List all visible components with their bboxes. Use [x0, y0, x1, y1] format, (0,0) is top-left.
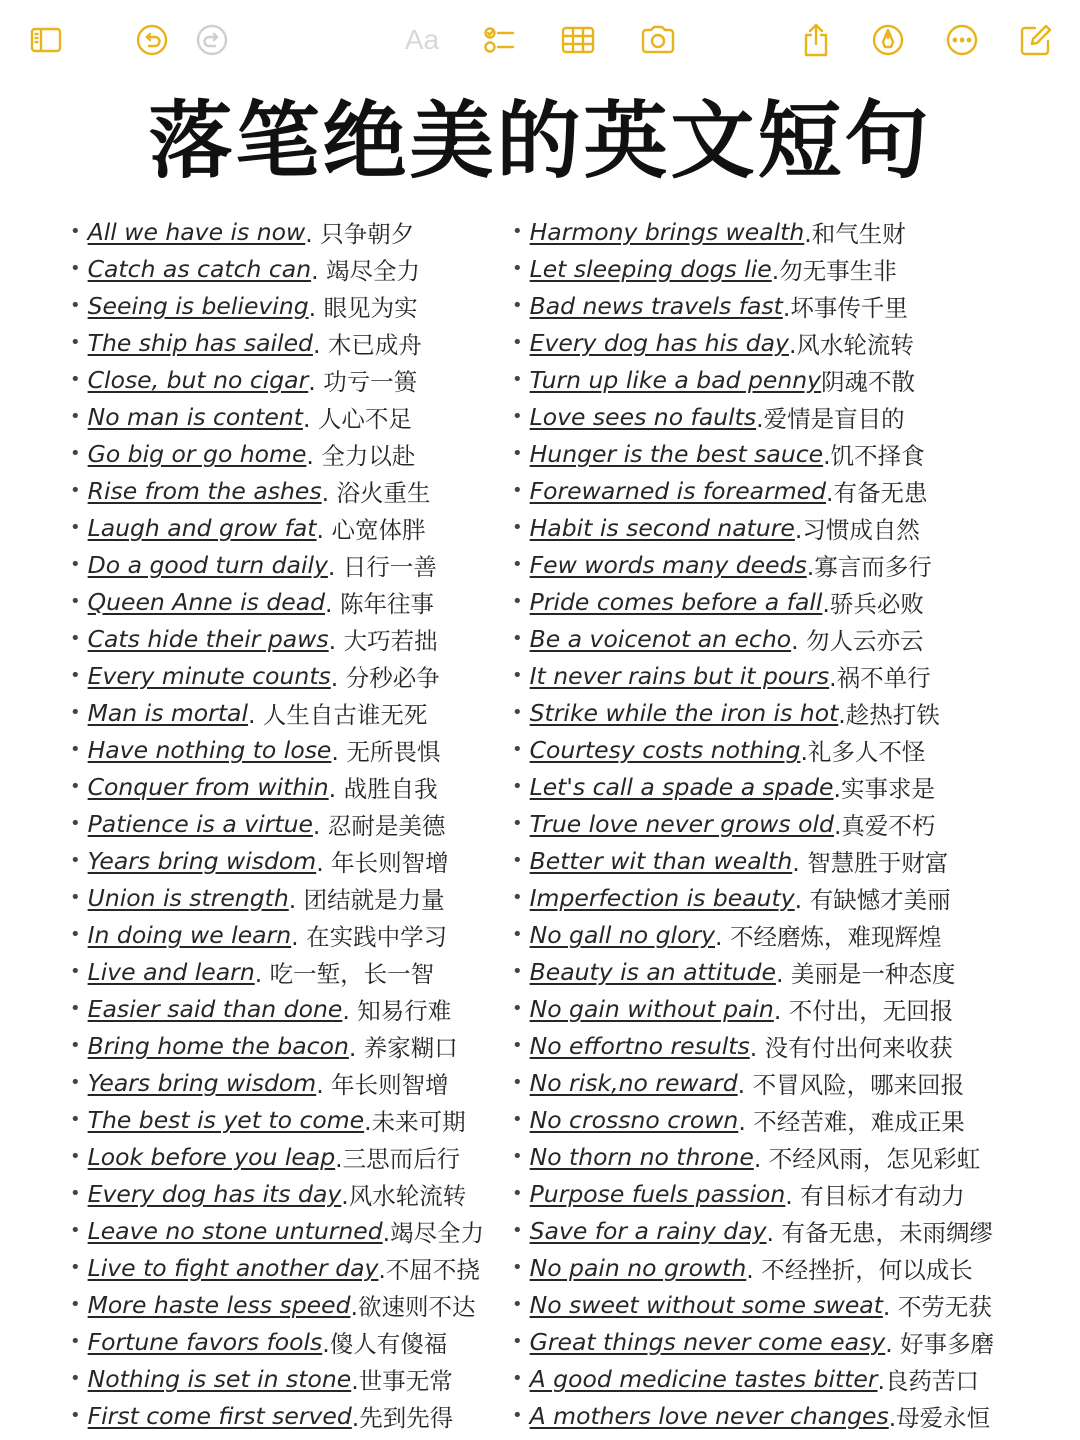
sidebar-icon	[28, 22, 64, 58]
english-phrase-link[interactable]: Queen Anne is dead	[87, 587, 326, 616]
phrase-list-item	[512, 1323, 1072, 1360]
phrase-list-item	[70, 916, 500, 953]
chinese-translation: . 在实践中学习	[291, 922, 448, 951]
note-title-container	[0, 86, 1080, 196]
chinese-translation: .未来可期	[364, 1107, 466, 1136]
chinese-translation: . 有缺憾才美丽	[794, 885, 951, 914]
bullet-icon: •	[512, 1072, 523, 1093]
chinese-translation: . 不劳无获	[882, 1292, 992, 1321]
english-phrase-link[interactable]: Easier said than done	[87, 994, 343, 1023]
chinese-translation: . 分秒必争	[330, 663, 440, 692]
english-phrase-link[interactable]: All we have is now	[87, 217, 306, 246]
bullet-icon: •	[70, 628, 81, 649]
bullet-icon: •	[70, 1368, 81, 1389]
phrase-list-item	[512, 953, 1072, 990]
chinese-translation: . 人心不足	[302, 404, 412, 433]
chinese-translation: . 没有付出何来收获	[749, 1033, 953, 1062]
phrase-list-item	[70, 842, 500, 879]
bullet-icon: •	[512, 887, 523, 908]
bullet-icon: •	[70, 369, 81, 390]
phrase-list-item	[512, 916, 1072, 953]
chinese-translation: . 不经风雨，怎见彩虹	[753, 1144, 981, 1173]
english-phrase-link[interactable]: Bring home the bacon	[87, 1031, 349, 1060]
phrase-list-item	[512, 583, 1072, 620]
bullet-icon: •	[70, 1294, 81, 1315]
phrase-list-item	[512, 509, 1072, 546]
english-phrase-link[interactable]: Hunger is the best sauce	[529, 439, 824, 468]
english-phrase-link[interactable]: A mothers love never changes	[529, 1401, 889, 1430]
english-phrase-link[interactable]: Imperfection is beauty	[529, 883, 795, 912]
chinese-translation: . 陈年往事	[325, 589, 434, 618]
phrase-list-item	[512, 250, 1072, 287]
bullet-icon: •	[512, 1257, 523, 1278]
more-button[interactable]	[940, 18, 984, 62]
english-phrase-link[interactable]: Nothing is set in stone	[87, 1364, 352, 1393]
english-phrase-link[interactable]: Cats hide their paws	[87, 624, 329, 653]
chinese-translation: .真爱不朽	[833, 811, 936, 840]
compose-icon	[1018, 22, 1054, 58]
phrase-list-item	[512, 1064, 1072, 1101]
english-phrase-link[interactable]: Live to fight another day	[87, 1253, 379, 1282]
bullet-icon: •	[512, 850, 523, 871]
english-phrase-link[interactable]: It never rains but it pours	[529, 661, 830, 690]
format-text-icon: Aa	[404, 24, 440, 55]
bullet-icon: •	[512, 813, 523, 834]
chinese-translation: .三思而后行	[335, 1144, 461, 1173]
phrase-list-item	[512, 731, 1072, 768]
chinese-translation: . 人生自古谁无死	[247, 700, 428, 729]
chinese-translation: . 勿人云亦云	[791, 626, 924, 655]
english-phrase-link[interactable]: In doing we learn	[87, 920, 292, 949]
bullet-icon: •	[512, 961, 523, 982]
phrase-list-item	[70, 953, 500, 990]
chinese-translation: . 木已成舟	[312, 330, 422, 359]
chinese-translation: . 不经磨炼，难现辉煌	[715, 922, 942, 951]
phrase-list-item	[70, 620, 500, 657]
chinese-translation: . 吃一堑，长一智	[254, 959, 435, 988]
chinese-translation: . 不付出，无回报	[773, 996, 954, 1025]
phrase-list-item	[70, 990, 500, 1027]
english-phrase-link[interactable]: No risk,no reward	[529, 1068, 738, 1097]
english-phrase-link[interactable]: Years bring wisdom	[87, 1068, 317, 1097]
english-phrase-link[interactable]: First come first served	[87, 1401, 352, 1430]
phrase-list-item	[512, 1286, 1072, 1323]
chinese-translation: .不屈不挠	[378, 1255, 480, 1284]
english-phrase-link[interactable]: Do a good turn daily	[87, 550, 328, 579]
phrase-list-item	[70, 1323, 500, 1360]
phrase-list-item	[70, 694, 500, 731]
table-icon	[560, 22, 596, 58]
bullet-icon: •	[512, 702, 523, 723]
english-phrase-link[interactable]: Let's call a spade a spade	[529, 772, 834, 801]
chinese-translation: . 无所畏惧	[331, 737, 441, 766]
chinese-translation: . 功亏一篑	[308, 367, 418, 396]
phrase-list-item	[512, 990, 1072, 1027]
english-phrase-link[interactable]: Man is mortal	[87, 698, 248, 727]
english-phrase-link[interactable]: No sweet without some sweat	[529, 1290, 883, 1319]
chinese-translation: .爱情是盲目的	[756, 404, 905, 433]
bullet-icon: •	[512, 369, 523, 390]
chinese-translation: .勿无事生非	[771, 256, 897, 285]
phrase-list-item	[70, 472, 500, 509]
chinese-translation: .习惯成自然	[794, 515, 920, 544]
bullet-icon: •	[70, 295, 81, 316]
bullet-icon: •	[512, 517, 523, 538]
bullet-icon: •	[70, 1331, 81, 1352]
english-phrase-link[interactable]: Leave no stone unturned	[87, 1216, 383, 1245]
english-phrase-link[interactable]: Rise from the ashes	[87, 476, 322, 505]
markup-pen-icon	[870, 22, 906, 58]
chinese-translation: . 浴火重生	[321, 478, 431, 507]
english-phrase-link[interactable]: No thorn no throne	[529, 1142, 754, 1171]
phrase-list-item	[70, 1175, 500, 1212]
chinese-translation: . 美丽是一种态度	[775, 959, 956, 988]
phrase-list-item	[512, 287, 1072, 324]
phrase-list-item	[70, 1360, 500, 1397]
phrase-list-item	[512, 768, 1072, 805]
bullet-icon: •	[512, 739, 523, 760]
phrase-list-item	[512, 1360, 1072, 1397]
share-icon	[798, 22, 834, 58]
phrase-list-item	[512, 546, 1072, 583]
english-phrase-link[interactable]: Every minute counts	[87, 661, 331, 690]
bullet-icon: •	[70, 480, 81, 501]
sidebar-toggle-button[interactable]	[24, 18, 68, 62]
phrase-list-item	[70, 509, 500, 546]
phrase-list-item	[70, 1138, 500, 1175]
chinese-translation: .骄兵必败	[822, 589, 924, 618]
phrase-list-item	[70, 583, 500, 620]
bullet-icon: •	[512, 332, 523, 353]
redo-button[interactable]	[190, 18, 234, 62]
english-phrase-link[interactable]: Turn up like a bad penny	[529, 365, 822, 394]
chinese-translation: .实事求是	[833, 774, 935, 803]
english-phrase-link[interactable]: The ship has sailed	[87, 328, 313, 357]
right-phrase-list	[512, 213, 1072, 1434]
english-phrase-link[interactable]: Harmony brings wealth	[529, 217, 805, 246]
bullet-icon: •	[512, 1294, 523, 1315]
english-phrase-link[interactable]: Save for a rainy day	[529, 1216, 767, 1245]
phrase-list-item	[512, 361, 1072, 398]
bullet-icon: •	[70, 332, 81, 353]
english-phrase-link[interactable]: No gall no glory	[529, 920, 716, 949]
english-phrase-link[interactable]: No gain without pain	[529, 994, 774, 1023]
bullet-icon: •	[512, 1368, 523, 1389]
phrase-list-item	[70, 1101, 500, 1138]
bullet-icon: •	[70, 258, 81, 279]
phrase-list-item	[70, 768, 500, 805]
chinese-translation: .祸不单行	[829, 663, 931, 692]
bullet-icon: •	[70, 1035, 81, 1056]
english-phrase-link[interactable]: Bad news travels fast	[529, 291, 783, 320]
phrase-list-item	[70, 546, 500, 583]
bullet-icon: •	[512, 628, 523, 649]
english-phrase-link[interactable]: Look before you leap	[87, 1142, 336, 1171]
english-phrase-link[interactable]: Union is strength	[87, 883, 289, 912]
bullet-icon: •	[70, 591, 81, 612]
bullet-icon: •	[512, 998, 523, 1019]
chinese-translation: . 眼见为实	[308, 293, 418, 322]
bullet-icon: •	[70, 924, 81, 945]
table-button[interactable]	[556, 18, 600, 62]
english-phrase-link[interactable]: Love sees no faults	[529, 402, 757, 431]
chinese-translation: .世事无常	[351, 1366, 453, 1395]
bullet-icon: •	[512, 554, 523, 575]
phrase-list-item	[70, 361, 500, 398]
english-phrase-link[interactable]: Seeing is believing	[87, 291, 309, 320]
english-phrase-link[interactable]: Patience is a virtue	[87, 809, 313, 838]
chinese-translation: . 忍耐是美德	[312, 811, 446, 840]
chinese-translation: . 日行一善	[327, 552, 437, 581]
chinese-translation: .欲速则不达	[350, 1292, 476, 1321]
english-phrase-link[interactable]: Fortune favors fools	[87, 1327, 323, 1356]
phrase-list-item	[70, 435, 500, 472]
phrase-list-item	[70, 1249, 500, 1286]
chinese-translation: .礼多人不怪	[800, 737, 926, 766]
english-phrase-link[interactable]: Habit is second nature	[529, 513, 795, 542]
chinese-translation: . 智慧胜于财富	[792, 848, 949, 877]
bullet-icon: •	[70, 1183, 81, 1204]
compose-button[interactable]	[1014, 18, 1058, 62]
redo-icon	[194, 22, 230, 58]
bullet-icon: •	[70, 813, 81, 834]
english-phrase-link[interactable]: More haste less speed	[87, 1290, 351, 1319]
phrase-list-item	[512, 1027, 1072, 1064]
bullet-icon: •	[70, 776, 81, 797]
bullet-icon: •	[70, 406, 81, 427]
bullet-icon: •	[70, 443, 81, 464]
phrase-list-item	[512, 1101, 1072, 1138]
bullet-icon: •	[70, 1257, 81, 1278]
phrase-list-item	[512, 472, 1072, 509]
chinese-translation: . 不经挫折，何以成长	[746, 1255, 973, 1284]
chinese-translation: . 好事多磨	[885, 1329, 995, 1358]
chinese-translation: . 大巧若拙	[328, 626, 438, 655]
english-phrase-link[interactable]: Conquer from within	[87, 772, 329, 801]
chinese-translation: . 不冒风险，哪来回报	[737, 1070, 965, 1099]
left-phrase-list	[70, 213, 500, 1434]
chinese-translation: .风水轮流转	[788, 330, 914, 359]
phrase-list-item	[512, 694, 1072, 731]
english-phrase-link[interactable]: No man is content	[87, 402, 303, 431]
chinese-translation: . 有备无患，未雨绸缪	[766, 1218, 993, 1247]
english-phrase-link[interactable]: Strike while the iron is hot	[529, 698, 839, 727]
chinese-translation: .良药苦口	[877, 1366, 980, 1395]
bullet-icon: •	[70, 998, 81, 1019]
bullet-icon: •	[512, 665, 523, 686]
bullet-icon: •	[512, 1035, 523, 1056]
english-phrase-link[interactable]: Great things never come easy	[529, 1327, 886, 1356]
english-phrase-link[interactable]: True love never grows old	[529, 809, 834, 838]
english-phrase-link[interactable]: Laugh and grow fat	[87, 513, 317, 542]
chinese-translation: .先到先得	[351, 1403, 454, 1432]
bullet-icon: •	[70, 1405, 81, 1426]
share-button[interactable]	[794, 18, 838, 62]
chinese-translation: .趁热打铁	[838, 700, 940, 729]
chinese-translation: . 年长则智增	[316, 1070, 449, 1099]
camera-icon	[640, 22, 676, 58]
bullet-icon: •	[512, 591, 523, 612]
english-phrase-link[interactable]: Pride comes before a fall	[529, 587, 823, 616]
undo-button[interactable]	[130, 18, 174, 62]
english-phrase-link[interactable]: No crossno crown	[529, 1105, 739, 1134]
english-phrase-link[interactable]: No effortno results	[529, 1031, 750, 1060]
chinese-translation: .饥不择食	[823, 441, 925, 470]
chinese-translation: 阴魂不散	[821, 367, 916, 396]
phrase-list-item	[70, 398, 500, 435]
english-phrase-link[interactable]: A good medicine tastes bitter	[529, 1364, 878, 1393]
english-phrase-link[interactable]: Better wit than wealth	[529, 846, 793, 875]
chinese-translation: . 养家糊口	[348, 1033, 458, 1062]
phrase-list-item	[512, 1249, 1072, 1286]
phrase-list-item	[70, 1212, 500, 1249]
english-phrase-link[interactable]: Have nothing to lose	[87, 735, 332, 764]
bullet-icon: •	[512, 1109, 523, 1130]
phrase-list-item	[70, 250, 500, 287]
more-icon	[944, 22, 980, 58]
bullet-icon: •	[512, 1146, 523, 1167]
english-phrase-link[interactable]: The best is yet to come	[87, 1105, 365, 1134]
english-phrase-link[interactable]: Years bring wisdom	[87, 846, 317, 875]
bullet-icon: •	[512, 924, 523, 945]
chinese-translation: .有备无患	[826, 478, 928, 507]
bullet-icon: •	[70, 554, 81, 575]
chinese-translation: .竭尽全力	[382, 1218, 485, 1247]
bullet-icon: •	[70, 1109, 81, 1130]
phrase-list-item	[512, 1175, 1072, 1212]
bullet-icon: •	[512, 295, 523, 316]
chinese-translation: .和气生财	[804, 219, 906, 248]
undo-icon	[134, 22, 170, 58]
chinese-translation: . 有目标才有动力	[785, 1181, 965, 1210]
bullet-icon: •	[70, 702, 81, 723]
chinese-translation: . 年长则智增	[316, 848, 449, 877]
phrase-list-item	[512, 1138, 1072, 1175]
english-phrase-link[interactable]: Catch as catch can	[87, 254, 312, 283]
markup-button[interactable]	[866, 18, 910, 62]
phrase-list-item	[512, 620, 1072, 657]
english-phrase-link[interactable]: Forewarned is forearmed	[529, 476, 827, 505]
phrase-list-item	[512, 805, 1072, 842]
phrase-list-item	[512, 657, 1072, 694]
phrase-list-item	[70, 1064, 500, 1101]
phrase-list-item	[70, 1027, 500, 1064]
chinese-translation: . 知易行难	[342, 996, 452, 1025]
bullet-icon: •	[512, 1405, 523, 1426]
bullet-icon: •	[512, 406, 523, 427]
english-phrase-link[interactable]: Every dog has his day	[529, 328, 789, 357]
bullet-icon: •	[512, 1183, 523, 1204]
english-phrase-link[interactable]: Go big or go home	[87, 439, 307, 468]
english-phrase-link[interactable]: Every dog has its day	[87, 1179, 342, 1208]
checklist-button[interactable]	[477, 18, 521, 62]
phrase-list-item	[512, 1212, 1072, 1249]
phrase-list-item	[70, 213, 500, 250]
english-phrase-link[interactable]: Courtesy costs nothing	[529, 735, 801, 764]
english-phrase-link[interactable]: Close, but no cigar	[87, 365, 309, 394]
english-phrase-link[interactable]: Let sleeping dogs lie	[529, 254, 772, 283]
phrase-list-item	[512, 398, 1072, 435]
phrase-list-item	[512, 213, 1072, 250]
chinese-translation: .傻人有傻福	[322, 1329, 448, 1358]
bullet-icon: •	[70, 1220, 81, 1241]
chinese-translation: .寡言而多行	[806, 552, 932, 581]
note-title[interactable]: 落笔绝美的英文短句	[148, 92, 932, 190]
phrase-list-item	[512, 842, 1072, 879]
bullet-icon: •	[70, 221, 81, 242]
chinese-translation: . 不经苦难，难成正果	[738, 1107, 965, 1136]
bullet-icon: •	[70, 850, 81, 871]
bullet-icon: •	[70, 1146, 81, 1167]
checklist-icon	[481, 22, 517, 58]
chinese-translation: .坏事传千里	[782, 293, 908, 322]
chinese-translation: . 全力以赴	[306, 441, 416, 470]
bullet-icon: •	[70, 517, 81, 538]
bullet-icon: •	[512, 443, 523, 464]
phrase-list-item	[70, 731, 500, 768]
phrase-list-item	[512, 435, 1072, 472]
phrase-list-item	[70, 324, 500, 361]
phrase-list-item	[512, 879, 1072, 916]
english-phrase-link[interactable]: Few words many deeds	[529, 550, 807, 579]
chinese-translation: .风水轮流转	[341, 1181, 467, 1210]
english-phrase-link[interactable]: Be a voicenot an echo	[529, 624, 792, 653]
phrase-list-item	[70, 657, 500, 694]
bullet-icon: •	[512, 480, 523, 501]
bullet-icon: •	[70, 961, 81, 982]
chinese-translation: .母爱永恒	[888, 1403, 991, 1432]
bullet-icon: •	[70, 1072, 81, 1093]
bullet-icon: •	[512, 221, 523, 242]
camera-button[interactable]	[636, 18, 680, 62]
phrase-list-item	[70, 287, 500, 324]
chinese-translation: . 只争朝夕	[305, 219, 415, 248]
bullet-icon: •	[70, 887, 81, 908]
phrase-list-item	[512, 1397, 1072, 1434]
bullet-icon: •	[512, 776, 523, 797]
bullet-icon: •	[512, 1331, 523, 1352]
phrase-list-item	[512, 324, 1072, 361]
toolbar	[0, 0, 1080, 82]
bullet-icon: •	[70, 665, 81, 686]
bullet-icon: •	[512, 1220, 523, 1241]
phrase-list-item	[70, 1286, 500, 1323]
bullet-icon: •	[70, 739, 81, 760]
phrase-list-item	[70, 879, 500, 916]
bullet-icon: •	[512, 258, 523, 279]
english-phrase-link[interactable]: Purpose fuels passion	[529, 1179, 786, 1208]
chinese-translation: . 战胜自我	[328, 774, 438, 803]
format-text-button[interactable]	[398, 18, 446, 62]
phrase-list-item	[70, 1397, 500, 1434]
english-phrase-link[interactable]: Live and learn	[87, 957, 255, 986]
chinese-translation: . 团结就是力量	[288, 885, 445, 914]
chinese-translation: . 心宽体胖	[316, 515, 426, 544]
phrase-list-item	[70, 805, 500, 842]
english-phrase-link[interactable]: No pain no growth	[529, 1253, 747, 1282]
chinese-translation: . 竭尽全力	[311, 256, 421, 285]
english-phrase-link[interactable]: Beauty is an attitude	[529, 957, 776, 986]
